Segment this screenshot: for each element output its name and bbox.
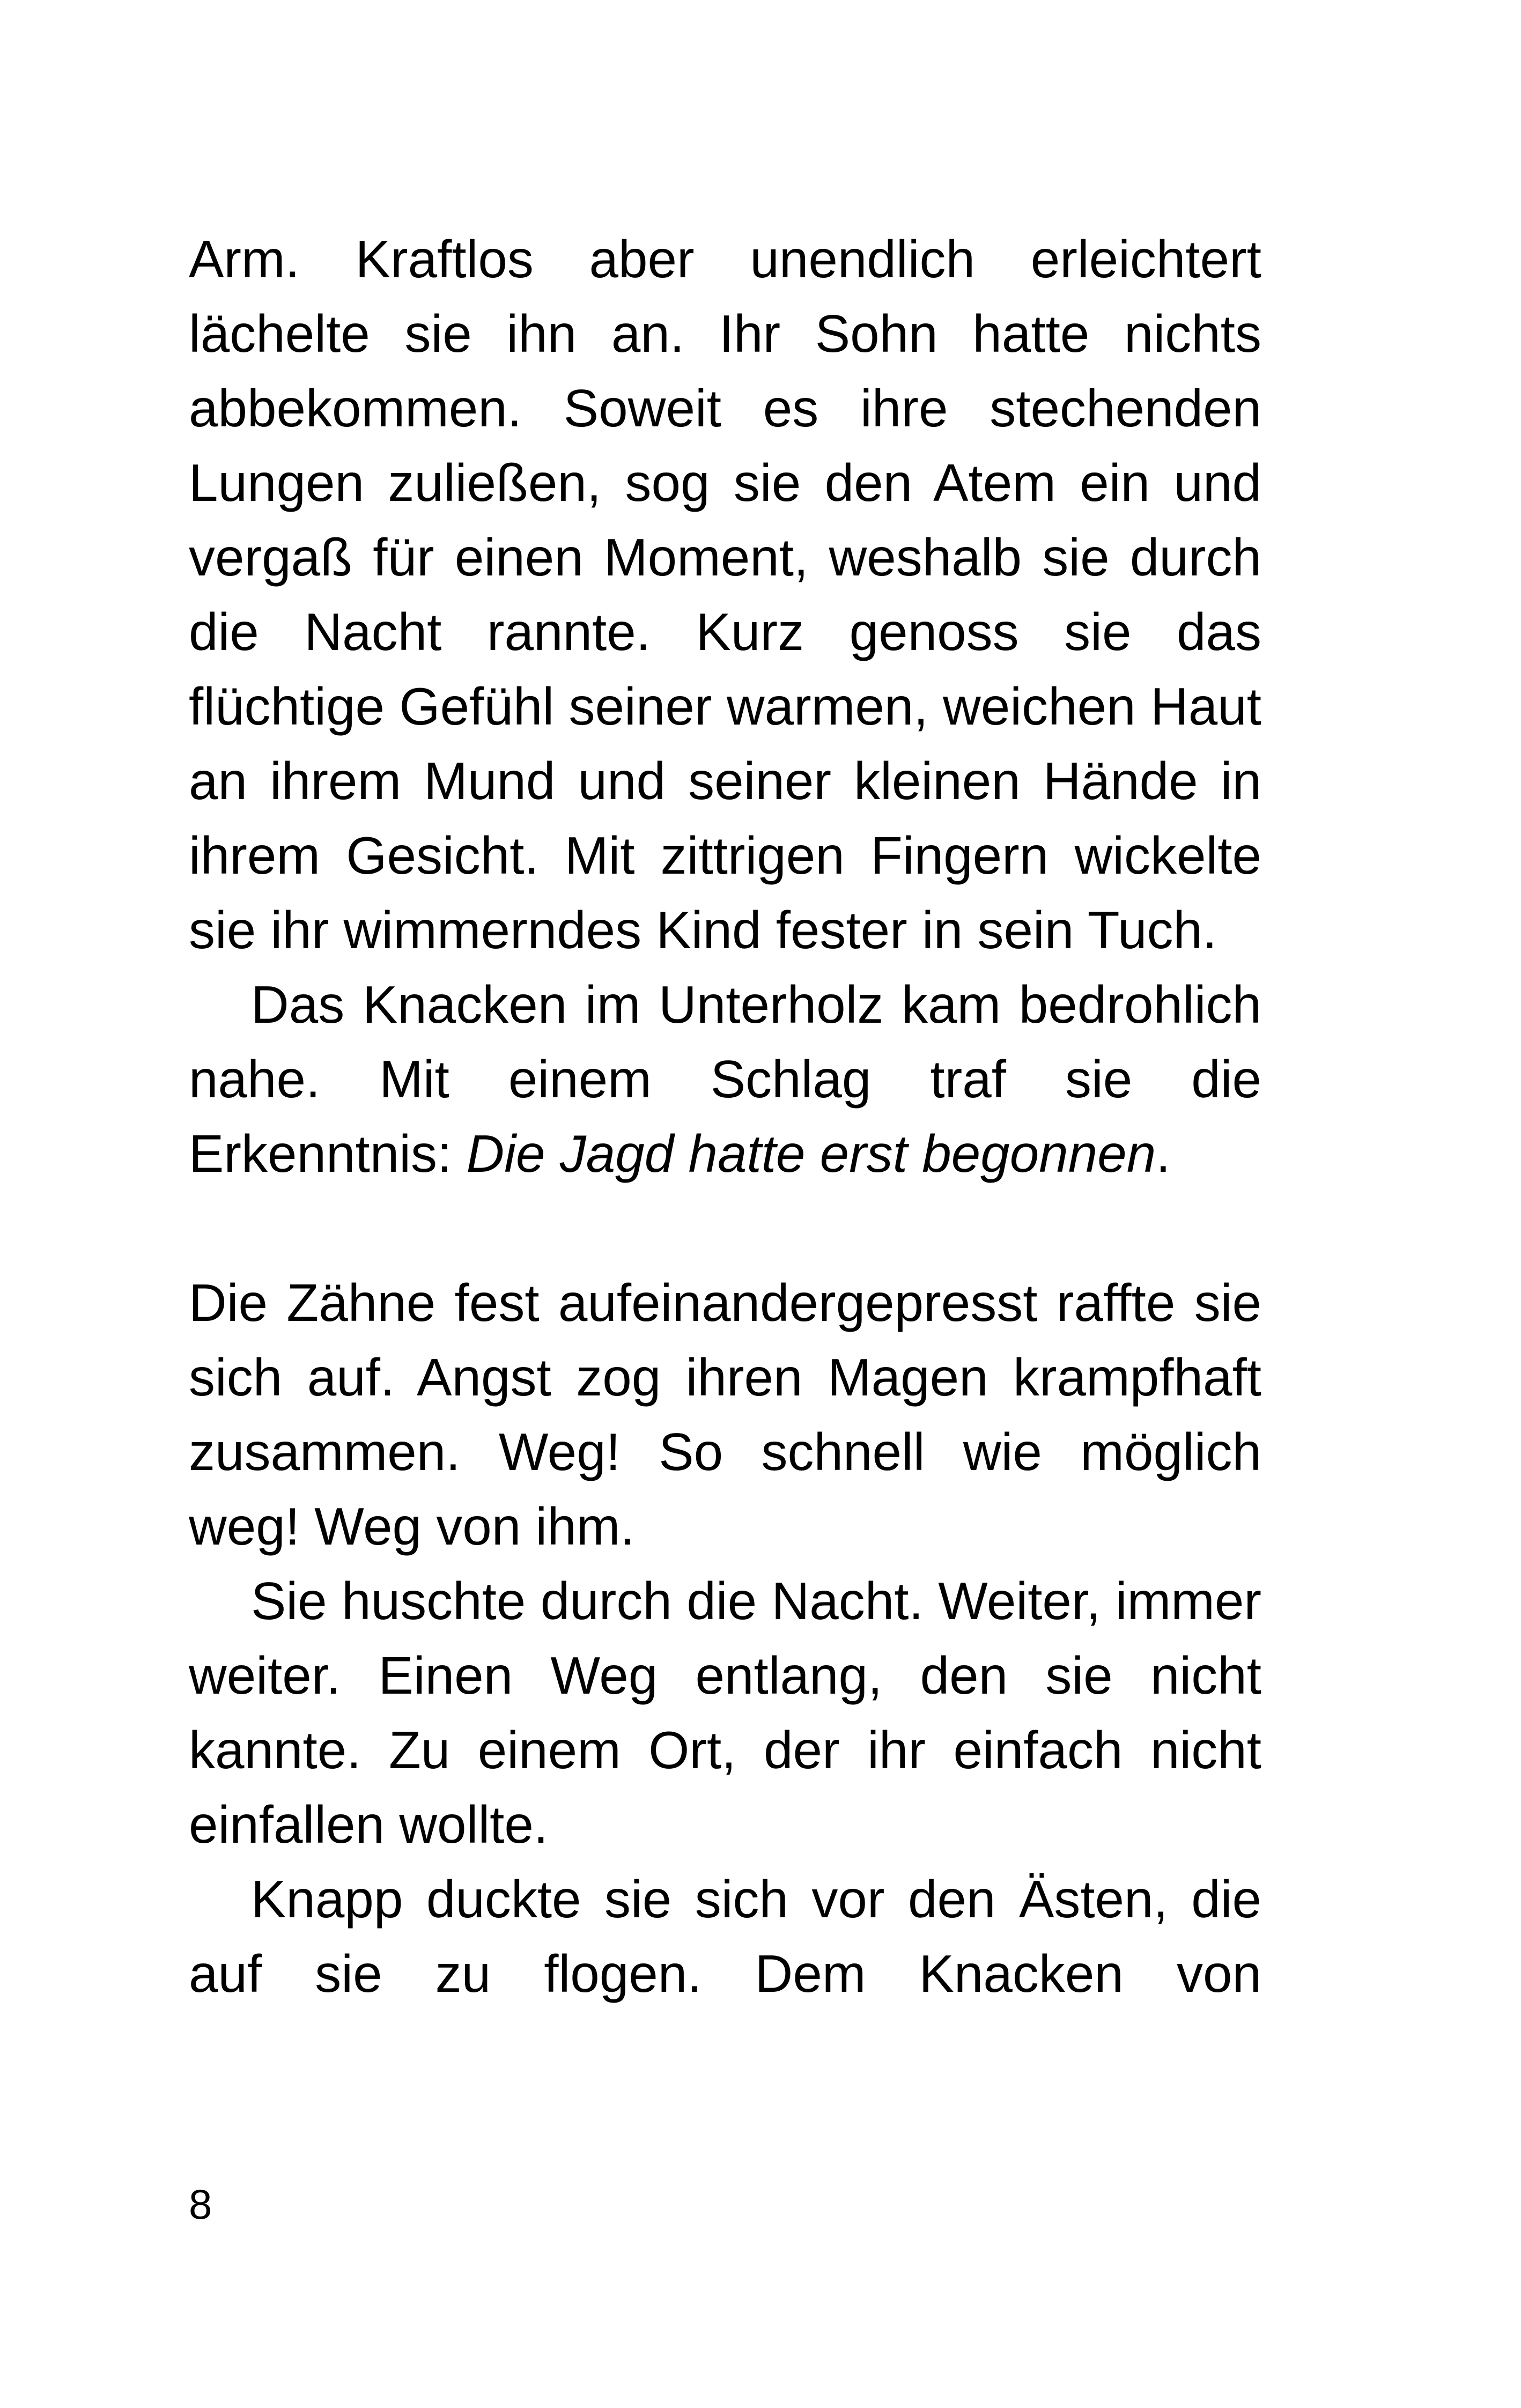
page-number: 8 bbox=[189, 2181, 212, 2228]
paragraph-3: Die Zähne fest aufeinandergepresst raffte sie sich auf. Angst zog ihren Magen krampfhaft zusammen. Weg! So schnell wie möglich weg! Weg von ihm. bbox=[189, 1273, 1261, 1556]
paragraph-1: Arm. Kraftlos aber unendlich erleichtert lächelte sie ihn an. Ihr Sohn hatte nichts abbekommen. Soweit es ihre stechenden Lungen zuließen, sog sie den Atem ein und vergaß für einen Moment, weshalb sie durch die Nacht rannte. Kurz genoss sie das flüchtige Gefühl seiner warmen, weichen Haut an ihrem Mund und seiner kleinen Hände in ihrem Gesicht. Mit zittrigen Fingern wickelte sie ihr wimmerndes Kind fester in sein Tuch. bbox=[189, 230, 1261, 959]
paragraph-2 bbox=[189, 967, 1261, 1191]
paragraph-4: Sie huschte durch die Nacht. Weiter, immer weiter. Einen Weg entlang, den sie nicht kannte. Zu einem Ort, der ihr einfach nicht einfallen wollte. bbox=[189, 1571, 1261, 1854]
paragraph-5: Knapp duckte sie sich vor den Ästen, die auf sie zu flogen. Dem Knacken von bbox=[189, 1870, 1261, 2003]
body-text bbox=[189, 222, 1261, 2011]
paragraph-2-tail: . bbox=[1156, 1124, 1171, 1183]
paragraph-2-text: Das Knacken im Unterholz kam bedrohlich nahe. Mit einem Schlag traf sie die Erkenntnis: bbox=[189, 975, 1261, 1183]
paragraph-2-italic: Die Jagd hatte erst begonnen bbox=[466, 1124, 1156, 1183]
